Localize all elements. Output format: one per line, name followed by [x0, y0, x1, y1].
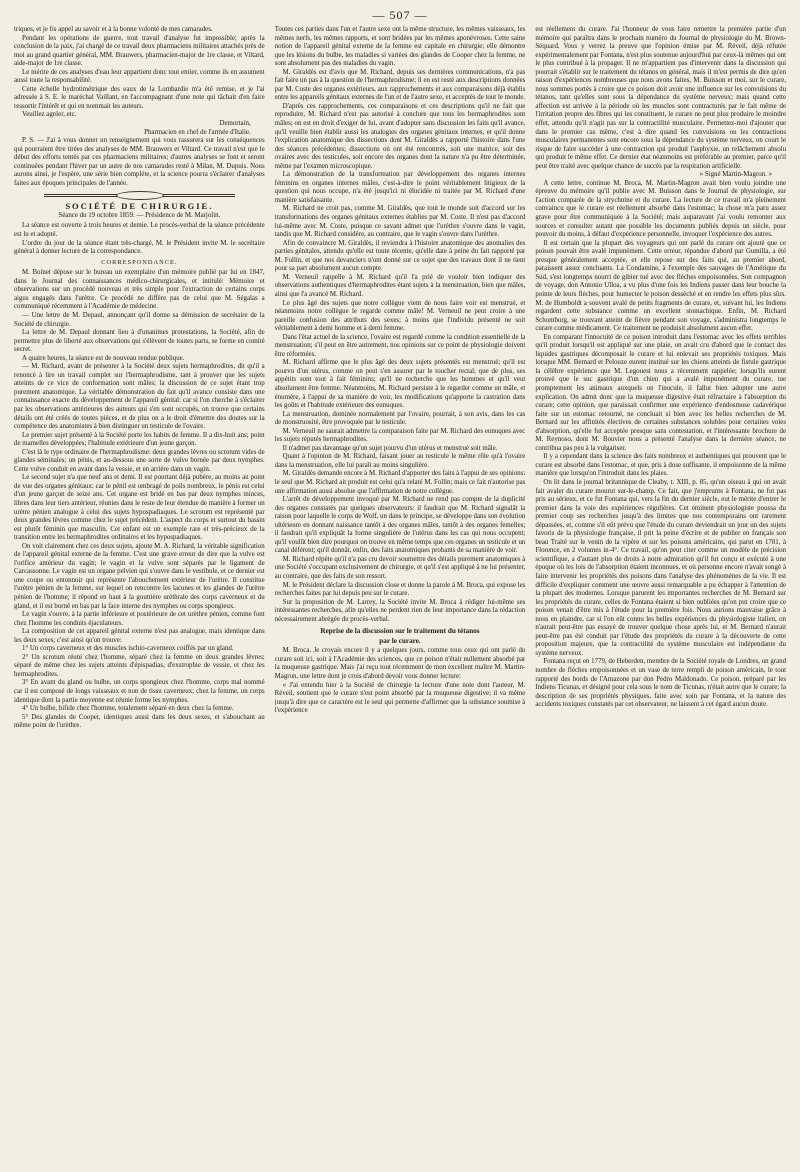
signature: Demortain,: [219, 120, 251, 128]
signature-title: Pharmacien en chef de l'armée d'Italie.: [144, 128, 251, 136]
section-title: SOCIÉTÉ DE CHIRURGIE.: [65, 201, 214, 212]
paragraph: « J'ai entendu hier à la Société de chirurgie la lecture d'une note dont l'auteur, M. Réveil, soutient que le curare n'est point absorbé par la muqueuse digestive; il va même jusqu'à dire que ce caractère est le seul qui permette d'affirmer que la substance soumise à l'expérience: [274, 681, 526, 715]
paragraph: Dans l'état actuel de la science, l'ovaire est regardé comme la condition essentielle de la menstruation; s'il peut en être autrement, nos opinions sur ce point de physiologie doivent être réformées.: [274, 333, 526, 358]
paragraph: Sur la proposition de M. Larrey, la Société invite M. Broca à rédiger lui-même ses intéressantes recherches, afin qu'elles ne perdent rien de leur importance dans la rédaction nécessairement abrégée du procès-verbal.: [274, 598, 526, 623]
paragraph: Pendant les opérations de guerre, tout travail d'analyse fut impossible; après la conclusion de la paix, j'ai chargé de ce travail deux pharmaciens militaires attachés près de moi au grand quartier général, MM. Brauwers, pharmacien-major de 1re classe, et Viltard, aide-major de 1re classe.: [14, 34, 265, 68]
paragraph: L'arrêt de développement invoqué par M. Richard ne rend pas compte de la duplicité des organes constatés par quelques observateurs: il faudrait que M. Richard signalât la raison pour laquelle le corps de Wolf, un dans le principe, se développe dans son évolution ultérieure en donnant naissance tantôt à des organes mâles, tantôt à des organes femelles; il faudrait qu'il expliquât la forme singulière de l'utérus dans les cas qui nous occupent; qu'il voulût bien dire pourquoi on trouve en même temps que ces organes un testicule et un canal déférent; qu'il donnât, enfin, des faits anatomiques probants de sa manière de voir.: [274, 496, 526, 555]
paragraph: La démonstration de la transformation par développement des organes internes féminins en organes internes mâles, c'est-à-dire le point véritablement litigieux de la question qui nous occupe, n'a été jusqu'ici ni élucidée ni traitée par M. Richard d'une manière satisfaisante.: [274, 171, 526, 204]
column-left: [14, 26, 265, 1166]
page-number: — 507 —: [372, 8, 428, 22]
paragraph: On lit dans le journal britannique de Cleaby, t. XIII, p. 85, qu'un oiseau à qui on avait fait avaler du curare mourut sur-le-champ. Ce fait, que j'emprunte à Fontana, ne fut pas pris au sérieux, et ce fut Fontana qui, vers la fin du dernier siècle, eut le mérite d'entrer le premier dans la voie des expériences régulières. Cet éminent physiologiste poussa du premier coup ses recherches jusqu'à des limites que nos contemporains ont rarement dépassées, et, comme s'il eût prévu que l'étude du curare deviendrait un jour un des sujets favoris de la physiologie française, il prit la peine d'écrire et de publier en français son beau Traité sur le venin de la vipère et sur les poisons américains, qui parut en 1781, à Florence, en 2 volumes in-4°. Ce travail, qu'on peut citer comme un modèle de précision scientifique, a d'autant plus de droits à notre admiration qu'il fut conçu et exécuté à une époque où les lois de l'absorption étaient inconnues, et où personne encore n'avait songé à faire intervenir les propriétés des poisons dans l'analyse des phénomènes de la vie. Il est difficile d'expliquer comment une œuvre aussi remarquable a pu échapper à l'attention de la plupart des modernes. Lorsque parurent les importantes recherches de M. Bernard sur les propriétés du curare, celles de Fontana étaient si bien oubliées qu'on put croire que ce poison venait d'être mis à l'étude pour la première fois. Nous aurions mauvaise grâce à nous en plaindre, car si l'on eût connu les belles expériences du physiologiste italien, on n'aurait peut-être pas essayé de trouver quelque chose après lui, et M. Bernard n'aurait peut-être pas été conduit par l'étude des propriétés du curare à la découverte de cette proposition majeure, que la contractilité du système musculaire est indépendante du système nerveux.: [535, 478, 786, 657]
paragraph: Toutes ces parties dans l'un et l'autre sexe ont la même structure, les mêmes vaisseaux, les mêmes nerfs, les mêmes rapports, et sont bridées par les mêmes aponévroses. Cette saine notion de l'appareil génital externe de la femme est capitale en chirurgie; elle démontre que les lésions du bulbe, les maladies si variées des glandes de Cooper chez la femme, ne sont absolument pas des maladies du vagin.: [274, 26, 526, 68]
paragraph: A quatre heures, la séance est de nouveau rendue publique.: [22, 354, 185, 362]
paragraph: Cette échelle hydrotimétrique des eaux de la Lombardie m'a été remise, et je l'ai adressée à S. E. le maréchal Vaillant, en l'accompagnant d'une note qui tâchait d'en faire ressortir l'intérêt et qui en nommait les auteurs.: [14, 85, 265, 110]
discussion-heading: Reprise de la discussion sur le traitement du tétanos: [320, 627, 480, 636]
column-right: [535, 26, 786, 1166]
paragraph: — M. Richard, avant de présenter à la Société deux sujets hermaphrodites, dit qu'il a renoncé à lire un travail complet sur l'hermaphrodisme, tant à prouver que les sujets atteints de ce vice de conformation sont mâles; la discussion de ce sujet étant trop purement anatomique. La véritable démonstration du fait qu'il avance consiste dans une connaissance exacte du développement de l'appareil génital: car si l'on cherche à s'éclairer par les observations antérieures des auteurs qui s'en sont occupés, on trouve que certains détails ont été créés de toutes pièces, et de plus on a le droit d'émettre des doutes sur la compétence des anatomistes à bien distinguer un testicule de l'ovaire.: [14, 363, 265, 431]
session-date: Séance du 19 octobre 1859. — Présidence de M. Marjolin.: [58, 211, 221, 219]
paragraph: triques, et je fis appel au savoir et à la bonne volonté de mes camarades.: [14, 26, 213, 33]
paragraph: D'après ces rapprochements, ces comparaisons et ces descriptions qu'il ne fait que reproduire, M. Richard n'est pas autorisé à conclure que tous les hermaphrodites sont mâles; on est en droit d'exiger de lui, avant d'adopter sans discussion les faits qu'il avance, qu'il veuille bien établir aussi les analogies des organes génitaux internes, et qu'il donne l'explication anatomique des dissections dont M. Giraldès a rapporté l'histoire dans l'une des séances précédentes; dissections où ont été rencontrés, soit une matrice, soit des ovaires avec des testicules, soit encore des organes dont la nature n'a pu être déterminée, même par l'examen microscopique.: [274, 102, 526, 170]
paragraph: C'est là le type ordinaire de l'hermaphrodisme: deux grandes lèvres ou scrotum vides de glandes séminales; un pénis, et au-dessous une sorte de vulve bornée par deux nymphes. Cette vulve conduit en avant dans la vessie, et en arrière dans un vagin.: [14, 448, 265, 473]
paragraph: M. Richard répète qu'il n'a pas cru devoir soumettre des détails purement anatomiques à une Société s'occupant exclusivement de chirurgie, et qu'il s'est appliqué à ne lui présenter, au contraire, que des faits de son ressort.: [274, 555, 526, 580]
paragraph: M. Giraldès demande encore à M. Richard d'apporter des faits à l'appui de ses opinions: le seul que M. Richard ait produit est celui qu'a relaté M. Follin; mais ce fait n'autorise pas une affirmation aussi absolue que l'affirmation de notre collègue.: [274, 470, 526, 495]
text-columns: [14, 26, 786, 1166]
paragraph: 2° Un scrotum réuni chez l'homme, séparé chez la femme en deux grandes lèvres; séparé de même chez les sujets atteints d'épispadias, d'exstrophie de vessie, et chez les hermaphrodites.: [14, 653, 265, 678]
paragraph: Le premier sujet présenté à la Société porte les habits de femme. Il a dix-huit ans; point de mamelles développées; l'habitude extérieure d'un jeune garçon.: [14, 431, 265, 448]
paragraph: En comparant l'innocuité de ce poison introduit dans l'estomac avec les effets terribles qu'il produit lorsqu'il est appliqué sur une plaie, on avait cru d'abord que le contact des liquides gastriques décomposait le curare et lui enlevait ses propriétés toxiques. Mais lorsque MM. Bernard et Pelouze eurent institué sur les chiens atteints de fistule gastrique la célèbre expérience que M. Legouest nous a récemment rappelée; lorsqu'ils eurent prouvé que le suc gastrique d'un chien qui a avalé impunément du curare, tue promptement les animaux auxquels on l'inocule, il fallut bien adopter une autre explication. On admit donc que la muqueuse digestive était réfractaire à l'absorption du curare; cette opinion, que paraissait confirmer une expérience d'endosmose cadavérique faite sur un estomac retourné, ne concluait si bien avec les belles recherches de M. Bernard sur les affinités électives de certaines substances solubles pour certaines voies d'absorption, qu'elle fut acceptée presque sans contestation, et l'intéressante brochure de M. Reynoso, dont M. Bouvier nous a présenté l'analyse dans la dernière séance, ne contribua pas peu à la vulgariser.: [535, 333, 786, 452]
paragraph: 4° Un bulbe, bifide chez l'homme, totalement séparé en deux chez la femme.: [22, 705, 234, 713]
column-middle: [275, 26, 526, 1166]
paragraph: — Une lettre de M. Depaul, annonçant qu'il donne sa démission de secrétaire de la Société de chirurgie.: [14, 311, 265, 328]
paragraph: 3° En avant du gland ou bulbe, un corps spongieux chez l'homme, corps mal nommé car il est composé de longs vaisseaux et non de tissu caverneux; chez la femme, un corps identique dont la partie moyenne est réunie forme les nymphes.: [14, 679, 265, 704]
paragraph: On voit clairement chez ces deux sujets, ajoute M. A. Richard, la véritable signification de l'appareil génital externe de la femme. C'est une grave erreur de dire que la vulve est l'orifice antérieur du vagin; le vagin et la vulve sont séparés par le ligament de Carcassonne. Le vagin est un organe pelvien qui s'ouvre dans le vestibule, et ce dernier est une coupe ou entonnoir qui représente l'abouchement extérieur de l'urètre. Il constitue l'urètre pénien de la femme, sur lequel on rencontre les lacunes et les glandes de l'urètre pénien de l'homme; il répond en haut à la gouttière uréthrale des corps caverneux et du gland, et il est borné en bas par la face interne des nymphes ou corps spongieux.: [14, 542, 265, 610]
paragraph: M. Richard affirme que le plus âgé des deux sujets présentés est menstrué; qu'il est pourvu d'un utérus, comme on peut s'en assurer par le toucher rectal; que de plus, ses appétits sont tout à fait féminins; qu'il ne recherche que les hommes et qu'il veut absolument être femme. Néanmoins, M. Richard persiste à le regarder comme un mâle, et énumère, à l'appui de sa manière de voir, les modifications qu'apporte la castration dans les goûts et l'habitude extérieure des eunuques.: [274, 359, 526, 410]
signature: » Signé Martin-Magron. »: [699, 171, 773, 179]
paragraph: L'ordre du jour de la séance étant très-chargé, M. le Président invite M. le secrétaire général à donner lecture de la correspondance.: [14, 239, 265, 256]
paragraph: Afin de convaincre M. Giraldès, il reviendra à l'histoire anatomique des anomalies des parties génitales, attendu qu'elle est toute récente, qu'elle date à peine du fait rapporté par M. Follin, et que nos devanciers n'ont donné sur ce sujet que des travaux dont il ne tient pour sa part absolument aucun compte.: [274, 239, 526, 273]
paragraph: La composition de cet appareil génital externe n'est pas analogue, mais identique dans les deux sexes; c'est ainsi qu'on trouve:: [14, 628, 265, 644]
paragraph: M. Richard ne croit pas, comme M. Giraldès, que tout le monde soit d'accord sur les transformations des organes génitaux externes établies par M. Coste. Il n'est pas d'accord lui-même avec M. Coste, puisque ce savant admet que l'urèthre s'ouvre dans le vagin, tandis que M. Richard considère, au contraire, que le vagin s'ouvre dans l'urèthre.: [274, 205, 526, 239]
paragraph: M. Verneuil rappelle à M. Richard qu'il l'a prié de vouloir bien indiquer des observations authentiques d'hermaphrodites étant sujets à la menstruation, bien que mâles, ainsi que l'a avancé M. Richard.: [274, 273, 526, 298]
paragraph: Le mérite de ces analyses d'eau leur appartient donc tout entier, comme ils en assument aussi toute la responsabilité.: [14, 68, 265, 85]
paragraph: 5° Des glandes de Cooper, identiques aussi dans les deux sexes, et s'abouchant au même point de l'urèthre.: [14, 713, 265, 730]
discussion-subheading: par le curare.: [379, 636, 421, 645]
paragraph: La menstruation, dominée normalement par l'ovaire, pourrait, à son avis, dans les cas de monstruosité, être provoquée par le testicule.: [274, 410, 526, 427]
paragraph: M. Giraldès est d'avis que M. Richard, depuis ses dernières communications, n'a pas fait faire un pas à la question de l'hermaphrodisme; il en est resté aux descriptions données par M. Coste des organes extérieurs, aux rapprochements et aux comparaisons déjà établis entre les appareils génitaux externes de l'un et de l'autre sexe, et acceptés de tout le monde.: [274, 68, 526, 102]
paragraph: La séance est ouverte à trois heures et demie. Le procès-verbal de la séance précédente est lu et adopté.: [14, 222, 265, 239]
paragraph: Il n'admet pas davantage qu'un sujet pourvu d'un utérus et menstrué soit mâle.: [282, 444, 498, 452]
paragraph: 1° Un corps caverneux et des muscles ischio-caverneux coiffés par un gland.: [22, 645, 234, 653]
paragraph: M. Broca. Je croyais encore il y a quelques jours, comme tous ceux qui ont parlé du curare soit ici, soit à l'Académie des sciences, que ce poison n'était nullement absorbé par la muqueuse gastrique. Mais j'ai reçu tout récemment de mon excellent maître M. Martin-Magron, une lettre dont je crois d'abord devoir vous donner lecture:: [274, 647, 526, 681]
paragraph: P. S. — J'ai à vous donner un renseignement qui vous rassurera sur les conséquences qui pourraient être tirées des analyses de MM. Brauwers et Viltard. Ce travail n'est que le début des efforts tentés par ces pharmaciens militaires; d'autres analyses se font et seront continuées pendant l'hiver par un autre de nos camarades resté à Milan, M. Dupuis. Nous aurons ainsi, je l'espère, une série bien complète, et la science pourra s'éclairer d'analyses faites aux époques principales de l'année.: [14, 137, 265, 187]
paragraph: M. Verneuil ne saurait admettre la comparaison faite par M. Richard des eunuques avec les sujets réputés hermaphrodites.: [274, 427, 526, 444]
paragraph: Il y a cependant dans la science des faits nombreux et authentiques qui prouvent que le curare est absorbé dans l'estomac, et que, pris à dose suffisante, il empoisonne de la même manière que lorsqu'on l'introduit dans les plaies.: [535, 453, 786, 478]
paragraph: Veuillez agréer, etc.: [22, 111, 77, 119]
ornamental-divider: [44, 191, 235, 199]
paragraph: A cette lettre, continue M. Broca, M. Martin-Magron avait bien voulu joindre une épreuve du mémoire qu'il publie avec M. Buisson dans le Journal de physiologie, sur l'action comparée de la strychnine et du curare. La lecture de ce travail m'a pleinement convaincu que le curare est réellement absorbé dans l'estomac; la chose m'a paru assez grave pour être communiquée à la Société; mais auparavant j'ai voulu remonter aux sources et consulter autant que possible les documents publiés depuis un siècle, pour pouvoir du moins, à défaut d'expérience personnelle, invoquer l'expérience des autres.: [535, 179, 786, 239]
paragraph: M. le Président déclare la discussion close et donne la parole à M. Broca, qui expose les recherches faites par lui depuis peu sur le curare.: [274, 581, 526, 598]
paragraph: est réellement du curare. J'ai l'honneur de vous faire remettre la première partie d'un mémoire qui paraîtra dans le prochain numéro du Journal de physiologie du M. Brown-Séquard. Vous y verrez la preuve que l'opinion émise par M. Réveil, déjà réfutée expérimentalement par Fontana, n'est plus soutenue aujourd'hui par ceux-là mêmes qui ont le plus contribué à la propager. Il ne m'appartient pas d'intervenir dans la discussion qui pourrait s'établir sur le traitement du tétanos en général, mais il m'est permis de dire qu'en raison d'expériences nombreuses que nous avons faites, M. Buisson et moi, sur le curare, nous sommes portés à croire que ce poison doit avoir une influence sur les convulsions du tétanos, tant qu'elles sont sous la dépendance du système nerveux; mais quand cette affection est arrivée à la période où les muscles sont contracturés par le fait même de l'irritation propre des fibres qui les constituent, le curare ne peut plus produire le moindre effet, attendu qu'il n'agit pas sur la contractilité musculaire. Permettez-moi d'ajouter que dans le premier cas même, c'est à dire quand les convulsions ou les contractions musculaires permanentes sont encore sous la dépendance du système nerveux, on court le risque de faire succéder à une contraction qui produit l'asphyxie, un relâchement absolu qui produit le même effet. Ce dernier état néanmoins est préférable au premier, parce qu'il peut être traité avec quelque chance de succès par la respiration artificielle.: [535, 26, 786, 170]
correspondence-heading: CORRESPONDANCE.: [101, 258, 178, 266]
paragraph: Il est certain que la plupart des voyageurs qui ont parlé du curare ont ajouté que ce poison pouvait être avalé impunément. Cette erreur, répandue d'abord par Gumilla, a été presque généralement acceptée, et elle repose sur des faits qui, au premier abord, paraissent assez concluants. La Condamine, à l'exemple des sauvages de l'Amérique du Sud, s'est longtemps nourri de gibier tué avec des flèches empoisonnées. Son compagnon de voyage, don Antonio Ulloa, a vu plus d'une fois les Indiens passer dans leur bouche la pointe de leurs flèches, pour humecter le poison desséché et en rendre les effets plus sûrs. M. de Humboldt a souvent avalé de petits fragments de curare, et, suivant lui, les Indiens regardent cette substance comme un excellent stomachique. Enfin, M. Richard Schomburg, se trouvant atteint de fièvre pendant son voyage, s'administra longtemps le curare comme médicament. Ce traitement ne produisit absolument aucun effet.: [535, 239, 786, 333]
paragraph: Fontana reçut en 1779, de Heberden, membre de la Société royale de Londres, un grand nombre de flèches empoisonnées et un vase de terre rempli de poison américain, le tout rapporté des bords de l'Amazone par don Pedro Maldonado. Ce poison, préparé par les Indiens Ticunas, et désigné pour cela sous le nom de Ticunas, n'était autre que le curare; la description de ses propriétés physiques, faite avec soin par Fontana, et la nature des accidents toxiques constatés par cet observateur, ne laissent à cet égard aucun doute.: [535, 658, 786, 709]
paragraph: Le vagin s'ouvre, à la partie inférieure et postérieure de cet urèthre pénien, comme font chez l'homme les conduits éjaculateurs.: [14, 611, 265, 627]
paragraph: Le second sujet n'a que neuf ans et demi. Il est pourtant déjà pubère, au moins au point de vue des organes génitaux: car le pénil est ombragé de poils nombreux, le pénis est celui d'un jeune garçon de seize ans. Cet organe est bridé en bas par deux nymphes minces, libres dans leur tiers antérieur, réunies dans le reste de leur étendue de manière à former un urètre pénien analogue à celui des sujets hypospadiaques. Le scrotum est représenté par deux grandes lèvres comme chez le sujet précédent. L'aspect du corps et surtout du bassin est plutôt féminin que masculin. Cet enfant est un exemple rare et très-précieux de la transition entre les hermaphrodites ordinaires et les hypospadiaques.: [14, 474, 265, 542]
paragraph: M. Boinet dépose sur le bureau un exemplaire d'un mémoire publié par lui en 1847, dans le Journal des connaissances médico-chirurgicales, et intitulé: Mémoire et observations sur un procédé nouveau et très simple pour l'extraction de certains corps aigus engagés dans l'urètre. Ce procédé ne diffère pas de celui que M. Ségalas a communiqué récemment à l'Académie de médecine.: [14, 269, 265, 311]
paragraph: Le plus âgé des sujets que notre collègue vient de nous faire voir est menstrué, et néanmoins notre collègue le regarde comme mâle! M. Verneuil ne peut croire à une pareille confusion des attributs des sexes; à moins que l'individu présenté ne soit véritablement à demi homme et à demi femme.: [274, 299, 526, 333]
paragraph: La lettre de M. Depaul donnant lieu à d'unanimes protestations, la Société, afin de permettre plus de liberté aux observations qui s'élèvent de toutes parts, se forme en comité secret.: [14, 329, 265, 354]
paragraph: Quant à l'opinion de M. Richard, faisant jouer au testicule le même rôle qu'à l'ovaire dans la menstruation, elle lui paraît au moins singulière.: [274, 453, 526, 469]
